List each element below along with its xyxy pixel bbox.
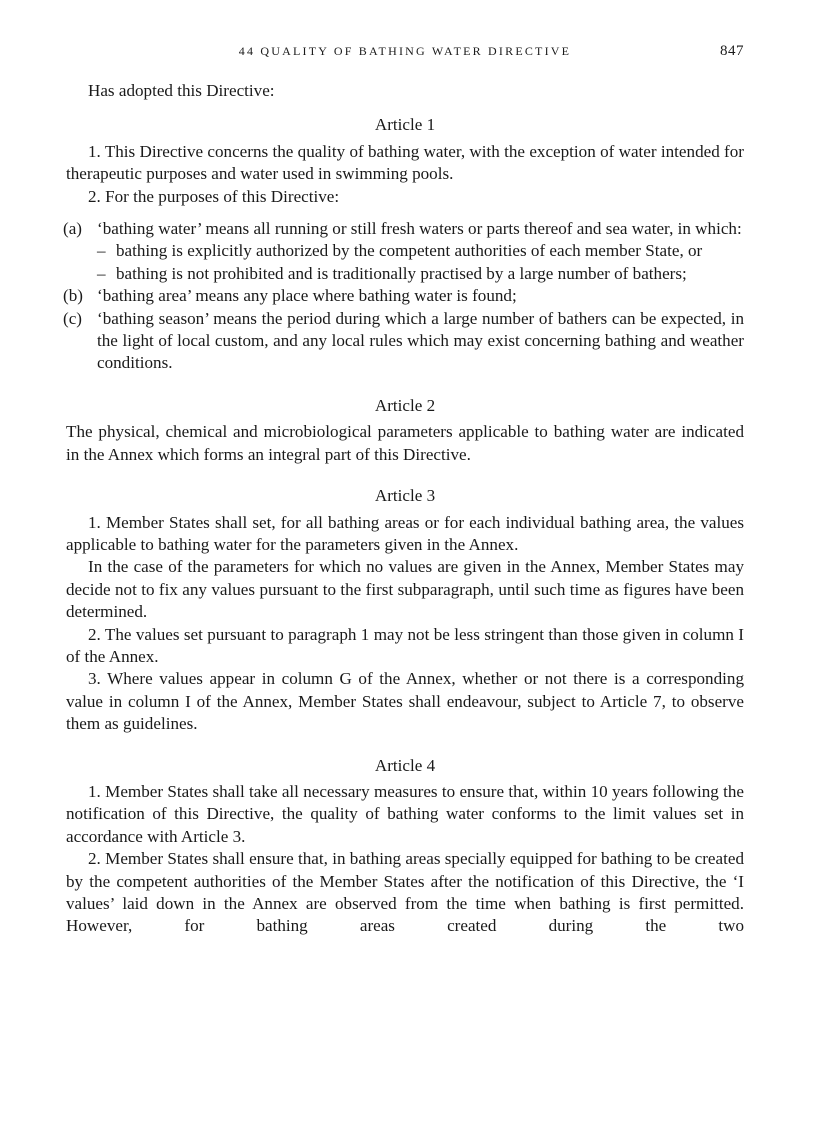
page-number: 847: [720, 43, 744, 59]
item-marker-b: (b): [63, 286, 83, 306]
article-3-paragraph-2: In the case of the parameters for which no values are given in the Annex, Member States may decide not to fix any values pursuant to the first subparagraph, until such time as figures have been determined.: [66, 557, 744, 622]
item-marker-a: (a): [63, 219, 82, 239]
definition-item-a: [63, 218, 744, 240]
dash-marker-2: –: [97, 263, 106, 283]
article-3-paragraph-3: 2. The values set pursuant to paragraph 1 may not be less stringent than those given in column I of the Annex.: [66, 624, 744, 666]
article-2-heading: Article 2: [374, 395, 436, 415]
definition-a-dash-2: [66, 263, 744, 285]
article-4-paragraph-2: 2. Member States shall ensure that, in bathing areas specially equipped for bathing to be created by the competent authorities of the Member States after the notification of this Directive, the ‘I values’ laid down in the Annex are observed from the time when bathing is first permitted. However, for bathing areas created during the two: [66, 849, 744, 936]
definition-a-dash-1-text: bathing is explicitly authorized by the competent authorities of each member State, or: [116, 241, 703, 261]
definition-b-text: ‘bathing area’ means any place where bathing water is found;: [97, 286, 517, 306]
article-2-paragraph-1: The physical, chemical and microbiological parameters applicable to bathing water are indicated in the Annex which forms an integral part of this Directive.: [66, 422, 744, 464]
definition-a-text: ‘bathing water’ means all running or still fresh waters or parts thereof and sea water, in which:: [97, 219, 742, 239]
article-4-paragraph-1: 1. Member States shall take all necessary measures to ensure that, within 10 years following the notification of this Directive, the quality of bathing water conforms to the limit values set in accordance with Article 3.: [66, 781, 744, 846]
article-1-heading: Article 1: [374, 115, 436, 135]
definition-c-text: ‘bathing season’ means the period during which a large number of bathers can be expected, in the light of local custom, and any local rules which may exist concerning bathing and weather conditions.: [97, 308, 744, 373]
running-head: [66, 44, 744, 64]
article-3-paragraph-4: 3. Where values appear in column G of the Annex, whether or not there is a corresponding value in column I of the Annex, Member States shall endeavour, subject to Article 7, to observe them as guidelines.: [66, 669, 744, 734]
definition-a-dash-1: [66, 240, 744, 262]
definition-item-b: [63, 285, 744, 307]
article-4-heading: Article 4: [374, 755, 436, 775]
article-3-heading: Article 3: [374, 486, 436, 506]
definition-item-c: [63, 308, 744, 375]
article-1-paragraph-2: 2. For the purposes of this Directive:: [88, 186, 340, 206]
dash-marker-1: –: [97, 241, 106, 261]
definition-a-dash-2-text: bathing is not prohibited and is traditionally practised by a large number of bathers;: [116, 263, 687, 283]
item-marker-c: (c): [63, 308, 82, 328]
article-1-paragraph-1: 1. This Directive concerns the quality of bathing water, with the exception of water intended for therapeutic purposes and water used in swimming pools.: [66, 141, 744, 184]
document-body: [63, 80, 744, 938]
article-3-paragraph-1: 1. Member States shall set, for all bathing areas or for each individual bathing area, the values applicable to bathing water for the parameters given in the Annex.: [66, 512, 744, 554]
intro-paragraph: Has adopted this Directive:: [88, 81, 275, 100]
running-title: 44 QUALITY OF BATHING WATER DIRECTIVE: [238, 44, 572, 58]
